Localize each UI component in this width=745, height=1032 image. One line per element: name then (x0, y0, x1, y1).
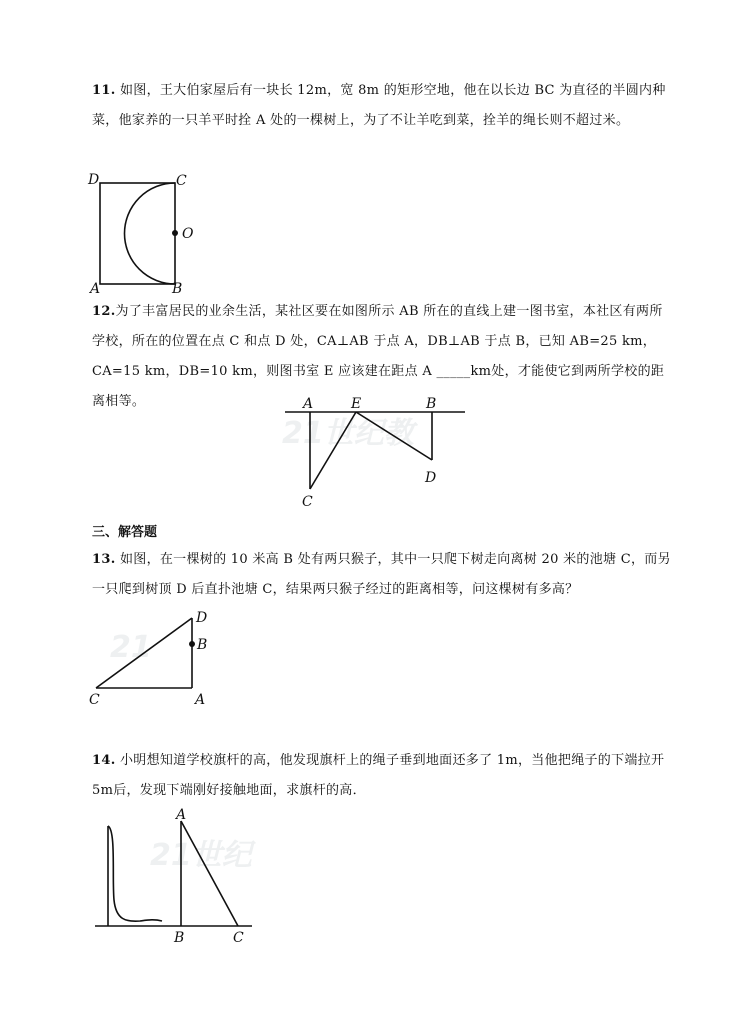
question-text: 为了丰富居民的业余生活，某社区要在如图所示 AB 所在的直线上建一图书室，本社区有两所学校，所在的位置在点 C 和点 D 处，CA⊥AB 于点 A，DB⊥AB 于点 B，已知 AB=25 km，CA=15 km，DB=10 km，则图书室 E 应该建在距点 A (92, 304, 663, 379)
point-b (189, 641, 195, 647)
point-o (172, 230, 178, 236)
question-number: 13. (92, 552, 116, 567)
label-d: D (196, 610, 208, 626)
label-d: D (425, 470, 437, 486)
section-title: 三、解答题 (92, 525, 158, 540)
label-c: C (176, 173, 187, 189)
question-11 (92, 76, 672, 136)
figure-q14 (92, 808, 257, 946)
label-b: B (426, 396, 437, 412)
question-text: 小明想知道学校旗杆的高，他发现旗杆上的绳子垂到地面还多了 1m，当他把绳子的下端拉开 5m后，发现下端刚好接触地面，求旗杆的高． (92, 753, 665, 798)
figure-q12 (282, 392, 472, 512)
watermark: 21世纪 (150, 838, 252, 873)
watermark: 21 (110, 630, 152, 665)
watermark: 21世纪教 (282, 416, 414, 451)
label-a: A (303, 396, 314, 412)
question-14 (92, 746, 672, 806)
label-c: C (302, 494, 313, 510)
label-e: E (351, 396, 362, 412)
question-13 (92, 545, 672, 605)
label-b: B (197, 637, 208, 653)
question-number: 11. (92, 83, 116, 98)
label-c: C (233, 930, 244, 946)
figure-q13 (86, 606, 216, 710)
question-text-end: km处，才能使它到两所学校的距离相等。 (92, 364, 665, 409)
question-text: 如图，在一棵树的 10 米高 B 处有两只猴子，其中一只爬下树走向离树 20 米的池塘 C，而另一只爬到树顶 D 后直扑池塘 C，结果两只猴子经过的距离相等，问这棵树有多高？ (92, 552, 671, 597)
label-a: A (176, 807, 187, 823)
label-a: A (90, 281, 101, 297)
question-number: 12. (92, 304, 116, 319)
figure-q11 (88, 172, 198, 297)
question-text: 如图，王大伯家屋后有一块长 12m，宽 8m 的矩形空地，他在以长边 BC 为直径的半圆内种菜，他家养的一只羊平时拴 A 处的一棵树上，为了不让羊吃到菜，拴羊的绳长则不超过米。 (92, 83, 666, 128)
label-c: C (89, 692, 100, 708)
label-d: D (88, 172, 100, 188)
question-number: 14. (92, 753, 116, 768)
label-b: B (174, 930, 185, 946)
label-a: A (195, 692, 206, 708)
label-b: B (172, 281, 183, 297)
label-o: O (182, 226, 194, 242)
rope (181, 821, 238, 926)
answer-blank: _____ (436, 364, 471, 379)
